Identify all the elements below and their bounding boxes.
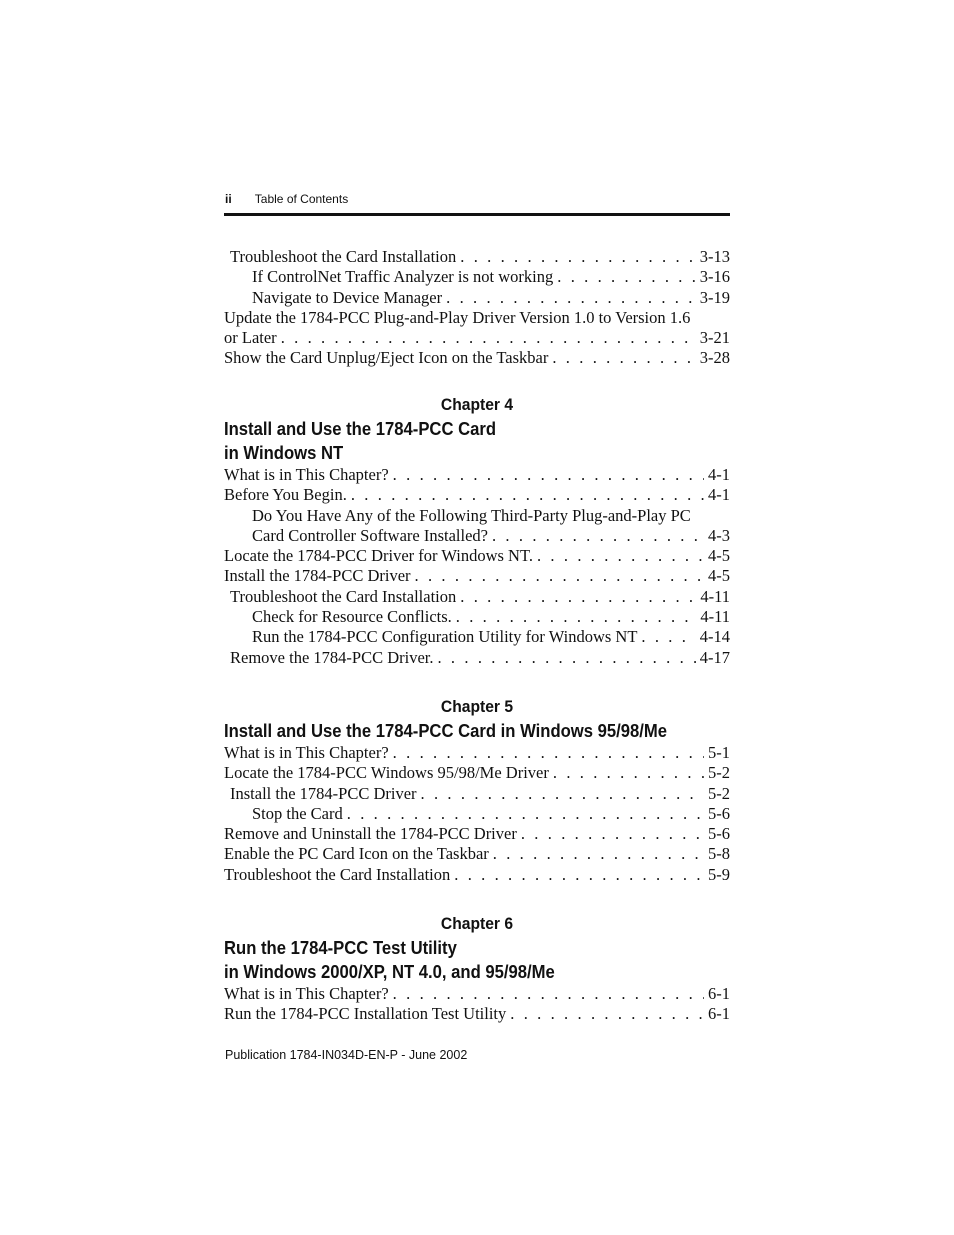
toc-entry[interactable]: Remove and Uninstall the 1784-PCC Driver . . . 5-6 — [224, 824, 730, 844]
toc-entry[interactable]: Check for Resource Conflicts. . . . 4-11 — [224, 607, 730, 627]
toc-entry[interactable]: Run the 1784-PCC Configuration Utility for Windows NT . . . 4-14 — [224, 627, 730, 647]
toc-entry[interactable]: Card Controller Software Installed? . . . 4-3 — [224, 526, 730, 546]
toc-entry[interactable]: Navigate to Device Manager . . . 3-19 — [224, 288, 730, 308]
toc-entry[interactable]: Before You Begin. . . . 4-1 — [224, 485, 730, 505]
chapter-title-line[interactable]: Install and Use the 1784-PCC Card — [224, 418, 497, 439]
chapter-title-line[interactable]: in Windows 2000/XP, NT 4.0, and 95/98/Me — [224, 961, 555, 982]
toc-entry[interactable]: Locate the 1784-PCC Windows 95/98/Me Driver . . . 5-2 — [224, 763, 730, 783]
toc-entry[interactable]: If ControlNet Traffic Analyzer is not working . . . 3-16 — [224, 267, 730, 287]
toc-entry[interactable]: Enable the PC Card Icon on the Taskbar . . . 5-8 — [224, 844, 730, 864]
chapter-title-line[interactable]: in Windows NT — [224, 442, 344, 463]
toc-entry[interactable]: Install the 1784-PCC Driver . . . 5-2 — [224, 784, 730, 804]
toc-entry[interactable]: or Later . . . 3-21 — [224, 328, 730, 348]
toc-entry[interactable]: Locate the 1784-PCC Driver for Windows NT. . . . 4-5 — [224, 546, 730, 566]
toc-entry[interactable]: Stop the Card . . . 5-6 — [224, 804, 730, 824]
chapter-title-line[interactable]: Run the 1784-PCC Test Utility — [224, 937, 457, 958]
page-number: ii — [225, 192, 232, 206]
toc-entry[interactable]: Install the 1784-PCC Driver . . . 4-5 — [224, 566, 730, 586]
header-title: Table of Contents — [254, 192, 349, 206]
toc-section-chapter5 — [224, 695, 730, 885]
chapter-label: Chapter 4 — [440, 395, 514, 414]
toc-entry[interactable]: What is in This Chapter? . . . 4-1 — [224, 465, 730, 485]
chapter-title-line[interactable]: Install and Use the 1784-PCC Card in Windows 95/98/Me — [224, 720, 668, 741]
toc-entry[interactable]: Remove the 1784-PCC Driver. . . . 4-17 — [224, 648, 730, 668]
toc-entry-wrap-line[interactable]: Do You Have Any of the Following Third-Party Plug-and-Play PC — [252, 505, 691, 525]
toc-entry[interactable]: Troubleshoot the Card Installation . . . 4-11 — [224, 587, 730, 607]
toc-section-chapter6 — [224, 912, 730, 1025]
toc-section-chapter3-continued — [224, 247, 730, 369]
chapter-label: Chapter 6 — [440, 914, 514, 933]
page-header — [225, 192, 730, 206]
toc-entry[interactable]: What is in This Chapter? . . . 5-1 — [224, 743, 730, 763]
toc-entry-wrap-line[interactable]: Update the 1784-PCC Plug-and-Play Driver Version 1.0 to Version 1.6 — [224, 307, 691, 327]
toc-entry[interactable]: Troubleshoot the Card Installation . . . 3-13 — [224, 247, 730, 267]
toc-section-chapter4 — [224, 393, 730, 668]
chapter-label: Chapter 5 — [440, 697, 514, 716]
header-rule — [224, 213, 730, 216]
page-footer: Publication 1784-IN034D-EN-P - June 2002 — [225, 1048, 468, 1062]
toc-entry[interactable]: Troubleshoot the Card Installation . . . 5-9 — [224, 865, 730, 885]
toc-entry[interactable]: What is in This Chapter? . . . 6-1 — [224, 984, 730, 1004]
toc-entry[interactable]: Show the Card Unplug/Eject Icon on the Taskbar . . . 3-28 — [224, 348, 730, 368]
toc-entry[interactable]: Run the 1784-PCC Installation Test Utility . . . 6-1 — [224, 1004, 730, 1024]
